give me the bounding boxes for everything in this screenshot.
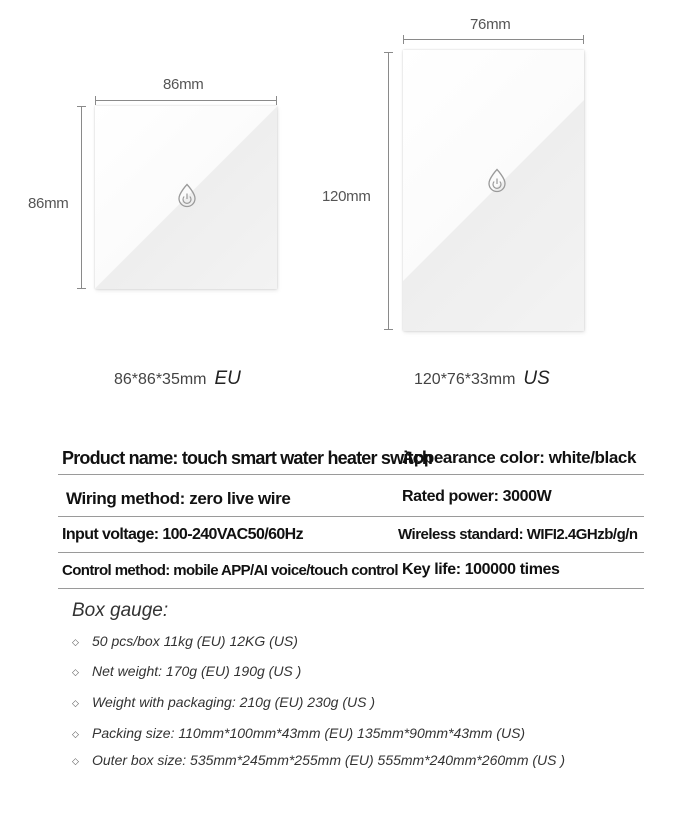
us-height-label: 120mm (322, 188, 371, 205)
water-drop-power-icon (176, 183, 198, 209)
us-width-tick-left (403, 35, 404, 44)
spec-wireless-standard: Wireless standard: WIFI2.4GHzb/g/n (398, 526, 638, 543)
spec-rated-power: Rated power: 3000W (402, 488, 552, 505)
spec-divider (58, 552, 644, 553)
box-gauge-title: Box gauge: (72, 600, 169, 621)
eu-width-tick-right (276, 96, 277, 105)
spec-divider (58, 588, 644, 589)
eu-height-label: 86mm (28, 195, 69, 212)
us-width-label: 76mm (470, 16, 511, 33)
diamond-bullet-icon: ◇ (72, 729, 79, 739)
us-height-tick-bottom (384, 329, 393, 330)
spec-input-voltage: Input voltage: 100-240VAC50/60Hz (62, 526, 304, 543)
us-width-tick-right (583, 35, 584, 44)
eu-height-dimension-line (81, 106, 82, 289)
spec-appearance-color: Appearance color: white/black (402, 448, 637, 467)
diamond-bullet-icon: ◇ (72, 698, 79, 708)
us-size: 120*76*33mm (414, 371, 516, 388)
list-item (72, 725, 525, 741)
list-item-text: 50 pcs/box 11kg (EU) 12KG (US) (92, 633, 298, 649)
us-region: US (523, 368, 550, 389)
eu-switch-panel (95, 106, 277, 289)
diamond-bullet-icon: ◇ (72, 667, 79, 677)
list-item (72, 694, 375, 710)
eu-height-tick-bottom (77, 288, 86, 289)
list-item-text: Outer box size: 535mm*245mm*255mm (EU) 555mm*240mm*260mm (US ) (92, 752, 566, 768)
spec-divider (58, 516, 644, 517)
us-width-dimension-line (403, 39, 584, 40)
spec-product-name: Product name: touch smart water heater switch (62, 448, 433, 468)
list-item (72, 663, 301, 679)
list-item-text: Net weight: 170g (EU) 190g (US ) (92, 663, 302, 679)
list-item (72, 633, 298, 649)
spec-key-life: Key life: 100000 times (402, 561, 560, 578)
spec-wiring-method: Wiring method: zero live wire (66, 489, 291, 508)
spec-control-method: Control method: mobile APP/AI voice/touch control (62, 562, 398, 579)
list-item-text: Weight with packaging: 210g (EU) 230g (US ) (92, 694, 375, 710)
eu-size-caption (114, 368, 241, 390)
eu-width-label: 86mm (163, 76, 204, 93)
list-item (72, 752, 565, 768)
water-drop-power-icon (486, 168, 508, 194)
us-height-tick-top (384, 52, 393, 53)
eu-width-dimension-line (95, 100, 277, 101)
eu-size: 86*86*35mm (114, 371, 207, 388)
spec-divider (58, 474, 644, 475)
diamond-bullet-icon: ◇ (72, 637, 79, 647)
eu-region: EU (214, 368, 241, 389)
us-size-caption (414, 368, 550, 390)
eu-width-tick-left (95, 96, 96, 105)
us-switch-panel (403, 50, 584, 331)
list-item-text: Packing size: 110mm*100mm*43mm (EU) 135mm*90mm*43mm (US) (92, 725, 526, 741)
diamond-bullet-icon: ◇ (72, 756, 79, 766)
eu-height-tick-top (77, 106, 86, 107)
us-height-dimension-line (388, 52, 389, 330)
